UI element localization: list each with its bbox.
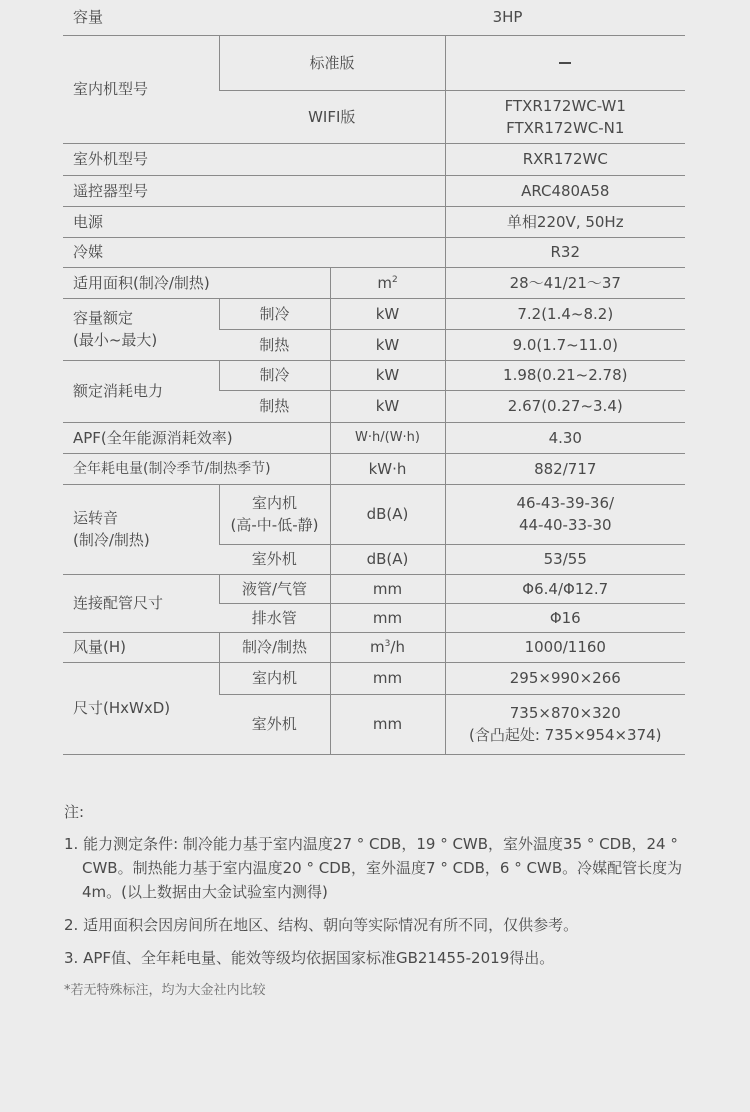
size-indoor-label: 室内机 bbox=[219, 662, 330, 694]
power-heat-unit: kW bbox=[330, 390, 445, 422]
refrigerant-label: 冷媒 bbox=[63, 237, 445, 267]
power-heat-label: 制热 bbox=[219, 390, 330, 422]
row-remote bbox=[63, 175, 685, 206]
piping-drain-label: 排水管 bbox=[219, 603, 330, 632]
area-unit: $m^2$ bbox=[330, 267, 445, 298]
power-label: 电源 bbox=[63, 206, 445, 237]
row-outdoor bbox=[63, 143, 685, 175]
annual-value: 882/717 bbox=[445, 453, 685, 484]
airflow-unit: $m^3/h$ bbox=[330, 632, 445, 662]
noise-outdoor-value: 53/55 bbox=[445, 544, 685, 574]
remote-model-value: ARC480A58 bbox=[445, 175, 685, 206]
noise-indoor-value: 46-43-39-36/ 44-40-33-30 bbox=[445, 484, 685, 544]
noise-label: 运转音 (制冷/制热) bbox=[63, 484, 219, 574]
power-cool-label: 制冷 bbox=[219, 360, 330, 390]
power-value: 单相220V, 50Hz bbox=[445, 206, 685, 237]
capacity-label: 容量 bbox=[63, 0, 330, 35]
notes-title: 注: bbox=[64, 803, 85, 821]
wifi-model-2: FTXR172WC-N1 bbox=[506, 118, 625, 137]
dash-icon bbox=[559, 62, 571, 64]
power-cool-value: 1.98(0.21~2.78) bbox=[445, 360, 685, 390]
size-outdoor-unit: mm bbox=[330, 694, 445, 754]
row-power bbox=[63, 206, 685, 237]
row-annual bbox=[63, 453, 685, 484]
row-power-cool bbox=[63, 360, 685, 390]
rated-capacity-label: 容量额定 (最小~最大) bbox=[63, 298, 219, 360]
row-indoor-standard bbox=[63, 35, 685, 90]
airflow-value: 1000/1160 bbox=[445, 632, 685, 662]
noise-indoor-unit: dB(A) bbox=[330, 484, 445, 544]
airflow-sub: 制冷/制热 bbox=[219, 632, 330, 662]
airflow-label: 风量(H) bbox=[63, 632, 219, 662]
row-noise-indoor bbox=[63, 484, 685, 544]
indoor-wifi-value bbox=[445, 90, 685, 143]
indoor-standard-label: 标准版 bbox=[219, 35, 445, 90]
row-apf bbox=[63, 422, 685, 453]
refrigerant-value: R32 bbox=[445, 237, 685, 267]
row-capacity-cool bbox=[63, 298, 685, 329]
piping-drain-unit: mm bbox=[330, 603, 445, 632]
row-capacity bbox=[63, 0, 685, 35]
apf-label: APF(全年能源消耗效率) bbox=[63, 422, 330, 453]
capacity-heat-label: 制热 bbox=[219, 329, 330, 360]
note-item-2: 2. 适用面积会因房间所在地区、结构、朝向等实际情况有所不同，仅供参考。 bbox=[64, 916, 579, 934]
noise-indoor-label: 室内机 (高-中-低-静) bbox=[219, 484, 330, 544]
row-piping-liquid bbox=[63, 574, 685, 603]
piping-drain-value: Φ16 bbox=[445, 603, 685, 632]
capacity-cool-unit: kW bbox=[330, 298, 445, 329]
apf-unit: W·h/(W·h) bbox=[330, 422, 445, 453]
indoor-model-label: 室内机型号 bbox=[63, 35, 219, 143]
indoor-wifi-label: WIFI版 bbox=[219, 90, 445, 143]
capacity-cool-label: 制冷 bbox=[219, 298, 330, 329]
footnote: *若无特殊标注，均为大金社内比较 bbox=[64, 983, 266, 998]
area-value: 28～41/21～37 bbox=[445, 267, 685, 298]
row-refrigerant bbox=[63, 237, 685, 267]
indoor-standard-value bbox=[445, 35, 685, 90]
piping-liquid-value: Φ6.4/Φ12.7 bbox=[445, 574, 685, 603]
capacity-cool-value: 7.2(1.4~8.2) bbox=[445, 298, 685, 329]
row-size-indoor bbox=[63, 662, 685, 694]
row-area bbox=[63, 267, 685, 298]
annual-label: 全年耗电量(制冷季节/制热季节) bbox=[63, 453, 330, 484]
remote-model-label: 遥控器型号 bbox=[63, 175, 445, 206]
noise-outdoor-label: 室外机 bbox=[219, 544, 330, 574]
size-label: 尺寸(HxWxD) bbox=[63, 662, 219, 754]
row-airflow bbox=[63, 632, 685, 662]
size-outdoor-value: 735×870×320 (含凸起处: 735×954×374) bbox=[445, 694, 685, 754]
noise-outdoor-unit: dB(A) bbox=[330, 544, 445, 574]
piping-liquid-label: 液管/气管 bbox=[219, 574, 330, 603]
capacity-heat-value: 9.0(1.7~11.0) bbox=[445, 329, 685, 360]
outdoor-model-value: RXR172WC bbox=[445, 143, 685, 175]
note-item-3: 3. APF值、全年耗电量、能效等级均依据国家标准GB21455-2019得出。 bbox=[64, 949, 555, 967]
note-item-1: 1. 能力测定条件: 制冷能力基于室内温度27 ° CDB，19 ° CWB，室外温度35 ° CDB，24 ° CWB。制热能力基于室内温度20 ° CDB，室外温度7 ° CDB，6 ° CWB。冷媒配管长度为4m。(以上数据由大金试验室内测得) bbox=[64, 835, 683, 901]
piping-label: 连接配管尺寸 bbox=[63, 574, 219, 632]
capacity-heat-unit: kW bbox=[330, 329, 445, 360]
spec-table bbox=[63, 0, 685, 755]
annual-unit: kW·h bbox=[330, 453, 445, 484]
apf-value: 4.30 bbox=[445, 422, 685, 453]
outdoor-model-label: 室外机型号 bbox=[63, 143, 445, 175]
size-outdoor-label: 室外机 bbox=[219, 694, 330, 754]
capacity-value: 3HP bbox=[330, 0, 685, 35]
size-indoor-unit: mm bbox=[330, 662, 445, 694]
wifi-model-1: FTXR172WC-W1 bbox=[504, 96, 626, 115]
area-label: 适用面积(制冷/制热) bbox=[63, 267, 330, 298]
size-indoor-value: 295×990×266 bbox=[445, 662, 685, 694]
power-cool-unit: kW bbox=[330, 360, 445, 390]
notes-section bbox=[64, 800, 704, 1003]
power-heat-value: 2.67(0.27~3.4) bbox=[445, 390, 685, 422]
rated-power-label: 额定消耗电力 bbox=[63, 360, 219, 422]
piping-liquid-unit: mm bbox=[330, 574, 445, 603]
